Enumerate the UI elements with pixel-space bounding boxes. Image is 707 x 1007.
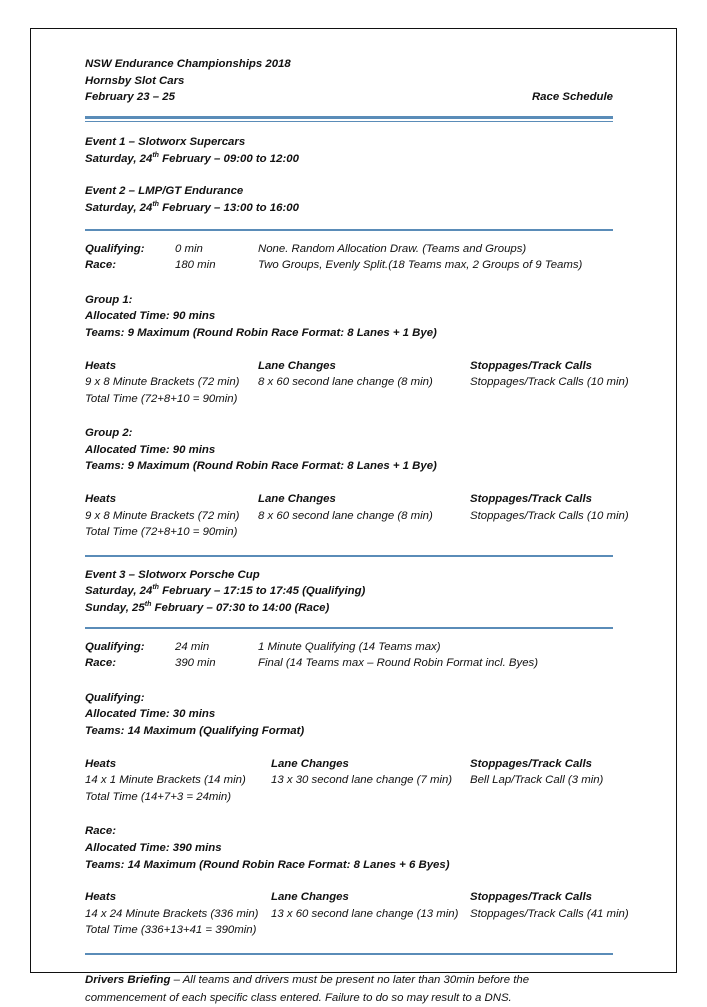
table-row [85,789,613,806]
event-2-block [85,183,613,216]
drivers-briefing-note [85,971,613,1007]
group-2-teams: Teams: 9 Maximum (Round Robin Race Format: 8 Lanes + 1 Bye) [85,460,437,473]
cell-heats: 14 x 24 Minute Brackets (336 min) [85,907,259,920]
drivers-briefing-label: Drivers Briefing [85,973,171,986]
cell-total-time: Total Time (336+13+41 = 390min) [85,924,257,937]
race-schedule-table [85,889,629,939]
summary-duration: 24 min [175,640,210,653]
column-header-stoppages: Stoppages/Track Calls [470,359,592,372]
cell-heats: 9 x 8 Minute Brackets (72 min) [85,509,240,522]
qualifying-teams: Teams: 14 Maximum (Qualifying Format) [85,725,305,738]
qualifying-schedule-table [85,756,613,806]
table-row [85,391,613,408]
qualifying-allocated-time: Allocated Time: 30 mins [85,708,216,721]
cell-heats: 9 x 8 Minute Brackets (72 min) [85,376,240,389]
ordinal-suffix: th [152,201,159,209]
event-2-date: Saturday, 24th February – 13:00 to 16:00 [85,201,299,214]
table-row [85,374,629,391]
race-teams: Teams: 14 Maximum (Round Robin Race Format: 8 Lanes + 6 Byes) [85,858,450,871]
ordinal-suffix: th [144,601,152,609]
cell-total-time: Total Time (14+7+3 = 24min) [85,790,232,803]
cell-stoppages: Bell Lap/Track Call (3 min) [470,774,604,787]
table-header-row [85,358,613,375]
cell-stoppages: Stoppages/Track Calls (10 min) [470,376,629,389]
group-2-block [85,425,629,541]
table-row [85,772,613,789]
group-1-title: Group 1: [85,293,133,306]
summary-description: None. Random Allocation Draw. (Teams and Groups) [258,242,527,255]
qualifying-title: Qualifying: [85,691,145,704]
column-header-lane-changes: Lane Changes [271,891,349,904]
event-3-date-race: Sunday, 25th February – 07:30 to 14:00 (Race) [85,601,330,615]
table-row [85,524,613,541]
event-3-block [85,567,613,617]
group-2-title: Group 2: [85,427,133,440]
summary-duration: 390 min [175,657,216,670]
cell-lane-changes: 13 x 60 second lane change (13 min) [271,907,459,920]
summary-label: Qualifying: [85,242,145,255]
group-1-schedule-table [85,358,629,408]
event-1-title: Event 1 – Slotworx Supercars [85,136,246,149]
column-header-lane-changes: Lane Changes [258,493,336,506]
event-3-qualifying-block [85,690,613,806]
header-right-label: Race Schedule [531,91,613,104]
group-1-teams: Teams: 9 Maximum (Round Robin Race Format: 8 Lanes + 1 Bye) [85,326,437,339]
event-3-title: Event 3 – Slotworx Porsche Cup [85,568,260,581]
drivers-briefing-text: – All teams and drivers must be present no later than 30min before the commencement of each specific class entered. Failure to do so may result to a DNS. [85,973,530,1004]
summary-label: Race: [85,657,117,670]
event-1-block [85,134,613,167]
header-title-line-2: Hornsby Slot Cars [85,74,185,87]
group-1-block [85,292,629,408]
table-header-row [85,756,613,773]
summary-label: Qualifying: [85,640,145,653]
table-header-row [85,491,613,508]
document-body [85,56,629,1007]
group-1-allocated-time: Allocated Time: 90 mins [85,310,216,323]
ordinal-suffix: th [152,584,159,592]
column-header-lane-changes: Lane Changes [258,359,336,372]
table-row [85,922,613,939]
column-header-stoppages: Stoppages/Track Calls [470,757,592,770]
event-2-title: Event 2 – LMP/GT Endurance [85,185,244,198]
race-allocated-time: Allocated Time: 390 mins [85,841,222,854]
race-title: Race: [85,825,117,838]
event-3-summary [85,639,613,672]
event-3-race-block [85,823,629,939]
summary-description: Two Groups, Evenly Split.(18 Teams max, 2 Groups of 9 Teams) [258,259,583,272]
column-header-heats: Heats [85,493,117,506]
cell-stoppages: Stoppages/Track Calls (10 min) [470,509,629,522]
column-header-stoppages: Stoppages/Track Calls [470,891,592,904]
summary-duration: 0 min [175,242,203,255]
summary-row-race [85,257,613,274]
summary-label: Race: [85,259,117,272]
column-header-heats: Heats [85,757,117,770]
table-row [85,508,629,525]
cell-lane-changes: 8 x 60 second lane change (8 min) [258,509,433,522]
summary-row-qualifying [85,639,613,656]
summary-row-race [85,655,613,672]
cell-lane-changes: 8 x 60 second lane change (8 min) [258,376,433,389]
header-title-line-1: NSW Endurance Championships 2018 [85,58,291,70]
group-2-allocated-time: Allocated Time: 90 mins [85,443,216,456]
event-2-summary [85,241,613,274]
cell-lane-changes: 13 x 30 second lane change (7 min) [271,774,453,787]
cell-stoppages: Stoppages/Track Calls (41 min) [470,907,629,920]
table-header-row [85,889,613,906]
group-2-schedule-table [85,491,629,541]
cell-total-time: Total Time (72+8+10 = 90min) [85,526,238,539]
summary-description: Final (14 Teams max – Round Robin Format incl. Byes) [258,657,539,670]
cell-heats: 14 x 1 Minute Brackets (14 min) [85,774,246,787]
summary-description: 1 Minute Qualifying (14 Teams max) [258,640,441,653]
cell-total-time: Total Time (72+8+10 = 90min) [85,392,238,405]
document-header [85,56,613,106]
event-1-date: Saturday, 24th February – 09:00 to 12:00 [85,151,299,165]
column-header-stoppages: Stoppages/Track Calls [470,493,592,506]
table-row [85,906,629,923]
column-header-heats: Heats [85,891,117,904]
header-title-line-3: February 23 – 25 [85,91,175,104]
summary-duration: 180 min [175,259,216,272]
summary-row-qualifying [85,241,613,258]
column-header-lane-changes: Lane Changes [271,757,349,770]
ordinal-suffix: th [152,151,159,159]
column-header-heats: Heats [85,359,117,372]
event-3-date-qualifying: Saturday, 24th February – 17:15 to 17:45 (Qualifying) [85,584,366,598]
